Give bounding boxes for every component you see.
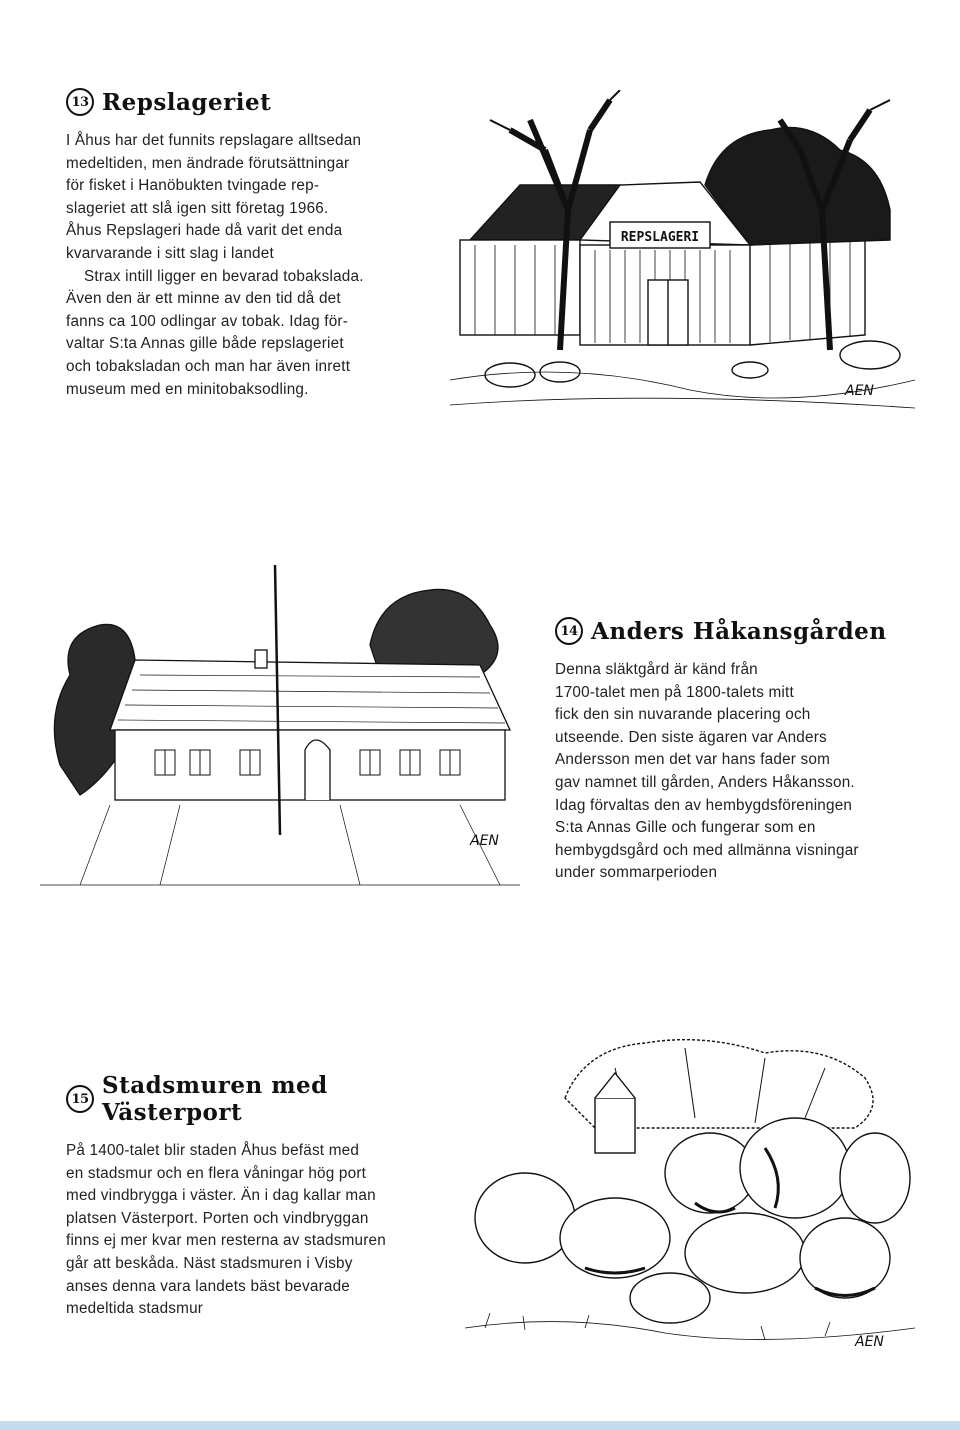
section-number-badge: 14	[555, 617, 583, 645]
body-line: går att beskåda. Näst stadsmuren i Visby	[66, 1254, 353, 1272]
body-line: Denna släktgård är känd från	[555, 661, 758, 678]
body-line: en stadsmur och en flera våningar hög port	[66, 1164, 367, 1182]
body-line: hembygdsgård och med allmänna visningar	[555, 841, 859, 859]
body-line: kvarvarande i sitt slag i landet	[66, 244, 274, 262]
artist-signature: AEN	[470, 833, 499, 849]
body-line: under sommarperioden	[555, 864, 718, 882]
body-line: I Åhus har det funnits repslagare alltsedan	[66, 132, 362, 149]
illustration-stadsmuren	[465, 1028, 915, 1358]
body-line: museum med en minitobaksodling.	[66, 380, 309, 398]
body-line: utseende. Den siste ägaren var Anders	[555, 728, 827, 746]
body-line: och tobaksladan och man har även inrett	[66, 357, 351, 375]
body-line: medeltiden, men ändrade förutsättningar	[66, 154, 350, 172]
body-line: 1700-talet men på 1800-talets mitt	[555, 683, 794, 701]
body-line: anses denna vara landets bäst bevarade	[66, 1277, 350, 1295]
section-body	[66, 130, 446, 401]
footer-bar	[0, 1421, 960, 1429]
body-line: Strax intill ligger en bevarad tobakslada.	[84, 267, 364, 285]
artist-signature: AEN	[845, 383, 874, 399]
body-line: fick den sin nuvarande placering och	[555, 706, 811, 724]
artist-signature: AEN	[855, 1334, 884, 1350]
section-body	[555, 659, 915, 885]
barn-sign-text: REPSLAGERI	[620, 230, 700, 245]
body-line: medeltida stadsmur	[66, 1300, 204, 1318]
body-line: Åhus Repslageri hade då varit det enda	[66, 222, 343, 240]
illustration-anders-hakansgarden	[40, 565, 520, 895]
body-line: fanns ca 100 odlingar av tobak. Idag för-	[66, 312, 349, 330]
body-line: med vindbrygga i väster. Än i dag kallar man	[66, 1187, 376, 1205]
section-repslageriet	[66, 88, 446, 401]
section-heading	[66, 88, 446, 116]
illustration-repslageriet	[450, 90, 915, 420]
section-stadsmuren	[66, 1072, 456, 1321]
body-line: slageriet att slå igen sitt företag 1966.	[66, 199, 329, 217]
body-line: Även den är ett minne av den tid då det	[66, 290, 341, 308]
body-line: gav namnet till gården, Anders Håkansson.	[555, 773, 855, 791]
body-line: Idag förvaltas den av hembygdsföreningen	[555, 796, 853, 814]
section-title: Repslageriet	[102, 88, 272, 116]
body-line: Andersson men det var hans fader som	[555, 751, 831, 769]
body-line: för fisket i Hanöbukten tvingade rep-	[66, 177, 320, 195]
section-anders-hakansgarden	[555, 617, 915, 885]
section-body	[66, 1140, 456, 1321]
section-number-badge: 13	[66, 88, 94, 116]
section-title: Anders Håkansgården	[591, 617, 887, 645]
body-line: valtar S:ta Annas gille både repslageriet	[66, 335, 344, 353]
section-number-badge: 15	[66, 1085, 94, 1113]
body-line: finns ej mer kvar men resterna av stadsmuren	[66, 1232, 386, 1250]
body-line: S:ta Annas Gille och fungerar som en	[555, 819, 816, 837]
section-heading	[66, 1072, 456, 1126]
section-heading	[555, 617, 915, 645]
section-title: Stadsmuren med Västerport	[102, 1072, 328, 1126]
body-line: platsen Västerport. Porten och vindbryggan	[66, 1209, 369, 1227]
body-line: På 1400-talet blir staden Åhus befäst med	[66, 1142, 360, 1159]
